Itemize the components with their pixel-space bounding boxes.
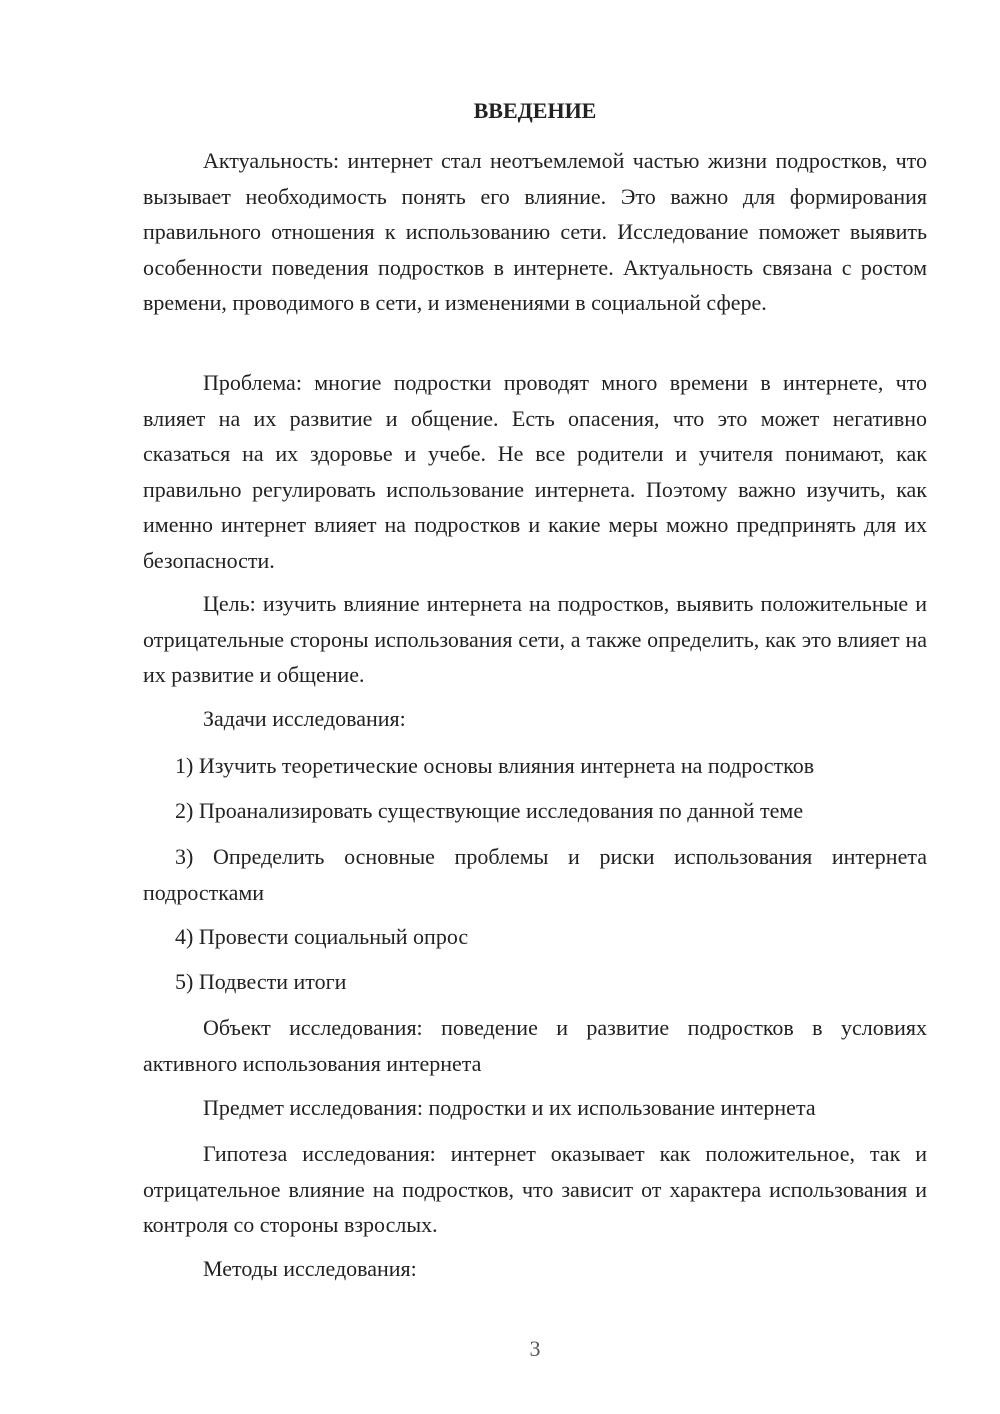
relevance-text: Актуальность: интернет стал неотъемлемой частью жизни подростков, что вызывает необходимость понять его влияние. Это важно для формирования правильного отношения к использованию сети. Исследование поможет выявить особенности поведения подростков в интернете. Актуальность связана с ростом времени, проводимого в сети, и изменениями в социальной сфере. [143, 148, 927, 315]
task-item-text: 3) Определить основные проблемы и риски использования интернета подростками [143, 844, 927, 905]
page-number: 3 [529, 1336, 541, 1361]
subject-paragraph [143, 1090, 927, 1126]
subject-text: Предмет исследования: подростки и их использование интернета [203, 1095, 816, 1120]
task-item [143, 793, 927, 829]
problem-paragraph [143, 365, 927, 578]
methods-heading: Методы исследования: [203, 1256, 417, 1281]
task-item [143, 964, 927, 1000]
task-item-text: 1) Изучить теоретические основы влияния интернета на подростков [175, 753, 815, 778]
goal-paragraph [143, 586, 927, 693]
hypothesis-paragraph [143, 1136, 927, 1243]
task-item [143, 919, 927, 955]
tasks-heading-paragraph [143, 701, 927, 737]
task-item-text: 4) Провести социальный опрос [175, 924, 469, 949]
relevance-paragraph [143, 143, 927, 321]
object-paragraph [143, 1010, 927, 1081]
task-item-text: 2) Проанализировать существующие исследования по данной теме [175, 798, 804, 823]
tasks-heading: Задачи исследования: [203, 706, 406, 731]
task-item [143, 748, 927, 784]
task-item-text: 5) Подвести итоги [175, 969, 347, 994]
object-text: Объект исследования: поведение и развитие подростков в условиях активного использования интернета [143, 1015, 927, 1076]
problem-text: Проблема: многие подростки проводят много времени в интернете, что влияет на их развитие и общение. Есть опасения, что это может негативно сказаться на их здоровье и учебе. Не все родители и учителя понимают, как правильно регулировать использование интернета. Поэтому важно изучить, как именно интернет влияет на подростков и какие меры можно предпринять для их безопасности. [143, 370, 927, 573]
goal-text: Цель: изучить влияние интернета на подростков, выявить положительные и отрицательные стороны использования сети, а также определить, как это влияет на их развитие и общение. [143, 591, 927, 687]
methods-heading-paragraph [143, 1251, 927, 1287]
hypothesis-text: Гипотеза исследования: интернет оказывает как положительное, так и отрицательное влияние на подростков, что зависит от характера использования и контроля со стороны взрослых. [143, 1141, 927, 1237]
task-item [143, 839, 927, 910]
page-title: ВВЕДЕНИЕ [473, 98, 597, 123]
